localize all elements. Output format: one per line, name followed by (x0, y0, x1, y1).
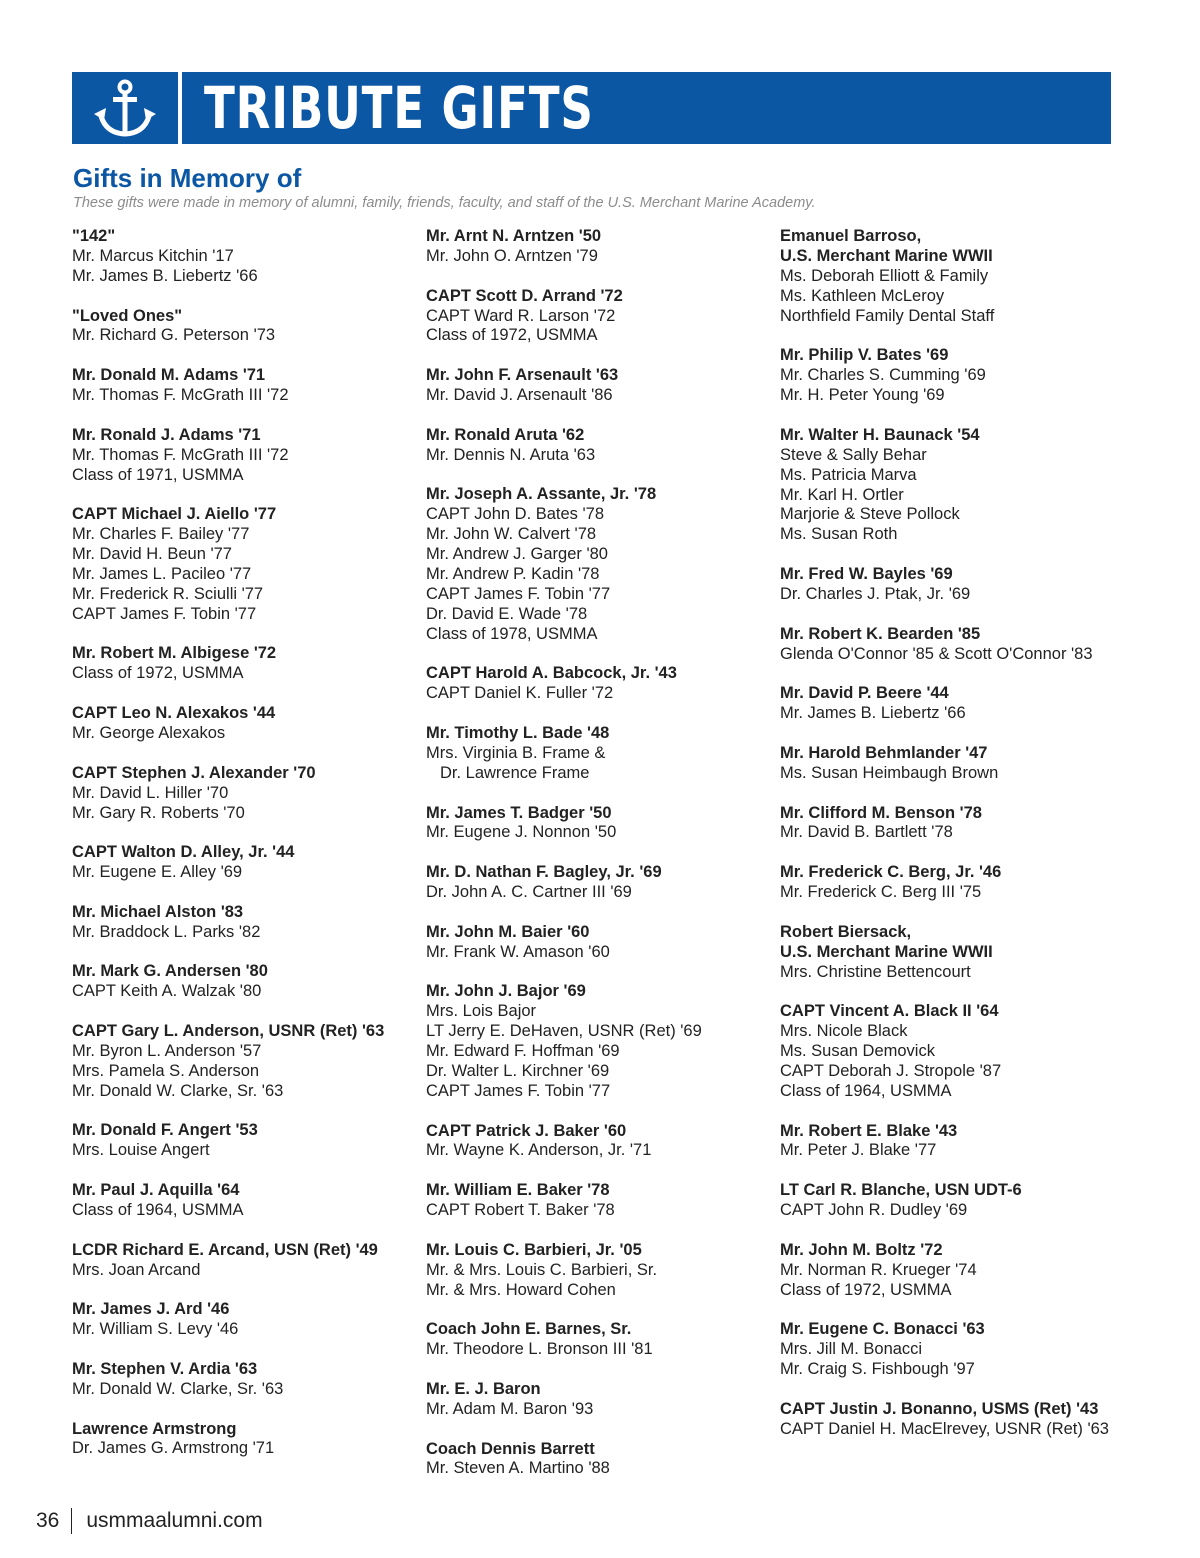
donor-name: Ms. Deborah Elliott & Family (780, 266, 989, 285)
honoree-name: LT Carl R. Blanche, USN UDT-6 (780, 1181, 1022, 1200)
donor-name: Mr. Donald W. Clarke, Sr. '63 (72, 1379, 284, 1398)
tribute-entry (780, 684, 1130, 724)
donor-name: CAPT James F. Tobin '77 (426, 584, 611, 603)
donor-name: Mr. Andrew J. Garger '80 (426, 545, 608, 564)
tribute-entry (780, 1320, 1130, 1380)
tribute-entry (72, 644, 422, 684)
donor-name: Mr. Andrew P. Kadin '78 (426, 564, 600, 583)
donor-name: Dr. David E. Wade '78 (426, 604, 588, 623)
honoree-name: Mr. Paul J. Aquilla '64 (72, 1181, 240, 1200)
tribute-entry (72, 505, 422, 624)
donor-name: Mr. Eugene J. Nonnon '50 (426, 823, 617, 842)
tribute-entry (72, 843, 422, 883)
honoree-name: Emanuel Barroso, (780, 227, 922, 245)
donor-name: Mr. Charles F. Bailey '77 (72, 525, 250, 544)
donor-name: Mrs. Christine Bettencourt (780, 962, 971, 981)
donor-name: CAPT Daniel H. MacElrevey, USNR (Ret) '63 (780, 1419, 1109, 1438)
donor-name: Mr. Edward F. Hoffman '69 (426, 1042, 620, 1061)
honoree-name: "142" (72, 227, 116, 245)
donor-name: Mr. David H. Beun '77 (72, 545, 232, 564)
donor-name: Mr. Thomas F. McGrath III '72 (72, 386, 289, 405)
donor-name: Glenda O'Connor '85 & Scott O'Connor '83 (780, 644, 1093, 663)
honoree-name: "Loved Ones" (72, 306, 183, 325)
tribute-entry (72, 1241, 422, 1281)
tribute-entry (72, 704, 422, 744)
section-subheading: These gifts were made in memory of alumni, family, friends, faculty, and staff of the U.S. Merchant Marine Academy. (73, 195, 816, 211)
banner-divider (178, 72, 182, 144)
donor-name: Ms. Susan Demovick (780, 1042, 935, 1061)
tribute-entry (72, 764, 422, 824)
donor-name: CAPT James F. Tobin '77 (72, 604, 257, 623)
donor-name: Mr. Theodore L. Bronson III '81 (426, 1340, 653, 1359)
donor-name: Mr. Donald W. Clarke, Sr. '63 (72, 1081, 284, 1100)
honoree-name: Mr. John M. Baier '60 (426, 922, 590, 941)
donor-name: Marjorie & Steve Pollock (780, 505, 960, 524)
honoree-name: CAPT Justin J. Bonanno, USMS (Ret) '43 (780, 1399, 1099, 1418)
donor-name: Mrs. Jill M. Bonacci (780, 1340, 923, 1359)
donor-name: Ms. Susan Roth (780, 525, 898, 544)
donor-name: Ms. Kathleen McLeroy (780, 286, 945, 305)
donor-name: CAPT Deborah J. Stropole '87 (780, 1061, 1002, 1080)
donor-name: Mr. Richard G. Peterson '73 (72, 326, 276, 345)
honoree-name: Mr. Donald F. Angert '53 (72, 1121, 258, 1140)
column-1 (72, 227, 422, 1479)
honoree-name: Mr. William E. Baker '78 (426, 1181, 610, 1200)
tribute-entry (72, 1300, 422, 1340)
honoree-name: Mr. John J. Bajor '69 (426, 982, 586, 1001)
honoree-name: U.S. Merchant Marine WWII (780, 246, 993, 265)
donor-name: Mrs. Joan Arcand (72, 1260, 201, 1279)
honoree-name: Mr. Eugene C. Bonacci '63 (780, 1320, 985, 1339)
honoree-name: Mr. Fred W. Bayles '69 (780, 565, 953, 584)
tribute-entry (72, 962, 422, 1002)
donor-name: CAPT John D. Bates '78 (426, 505, 605, 524)
honoree-name: Mr. Timothy L. Bade '48 (426, 724, 610, 742)
tribute-entry (426, 287, 776, 347)
tribute-entry (72, 227, 422, 287)
tribute-entry (72, 1360, 422, 1400)
donor-name: CAPT Keith A. Walzak '80 (72, 982, 262, 1001)
honoree-name: Mr. Frederick C. Berg, Jr. '46 (780, 863, 1002, 882)
donor-name: Ms. Susan Heimbaugh Brown (780, 763, 999, 782)
donor-name: Ms. Patricia Marva (780, 465, 917, 484)
footer-divider (71, 1508, 72, 1534)
donor-name: Mr. James L. Pacileo '77 (72, 564, 252, 583)
honoree-name: Mr. David P. Beere '44 (780, 684, 949, 703)
honoree-name: Mr. John F. Arsenault '63 (426, 366, 619, 385)
tribute-entry (72, 1181, 422, 1221)
donor-name: Class of 1964, USMMA (72, 1200, 244, 1219)
tribute-entry (426, 1181, 776, 1221)
donor-name: Mr. David J. Arsenault '86 (426, 386, 613, 405)
tribute-entry (426, 724, 776, 784)
donor-name: Mr. David B. Bartlett '78 (780, 823, 953, 842)
honoree-name: Mr. Michael Alston '83 (72, 902, 244, 921)
donor-name: CAPT Robert T. Baker '78 (426, 1201, 615, 1220)
tribute-entry (72, 1022, 422, 1102)
tribute-entry (426, 1440, 776, 1480)
donor-name: Mr. James B. Liebertz '66 (72, 266, 258, 285)
donor-name: Class of 1964, USMMA (780, 1081, 952, 1100)
tribute-entry (780, 923, 1130, 983)
tribute-entry (426, 1380, 776, 1420)
honoree-name: CAPT Harold A. Babcock, Jr. '43 (426, 664, 677, 683)
donor-name: Mr. Steven A. Martino '88 (426, 1459, 610, 1478)
tribute-entry (426, 1241, 776, 1301)
honoree-name: CAPT Stephen J. Alexander '70 (72, 763, 316, 782)
tribute-entry (72, 366, 422, 406)
honoree-name: CAPT Vincent A. Black II '64 (780, 1002, 999, 1021)
title-banner (72, 72, 1111, 144)
column-2 (426, 227, 776, 1499)
donor-name: Mrs. Lois Bajor (426, 1002, 537, 1021)
donor-name: LT Jerry E. DeHaven, USNR (Ret) '69 (426, 1022, 702, 1041)
honoree-name: Mr. James J. Ard '46 (72, 1300, 230, 1319)
honoree-name: Mr. Stephen V. Ardia '63 (72, 1359, 258, 1378)
tribute-entry (780, 1181, 1130, 1221)
honoree-name: LCDR Richard E. Arcand, USN (Ret) '49 (72, 1240, 378, 1259)
honoree-name: CAPT Walton D. Alley, Jr. '44 (72, 843, 295, 862)
donor-name: Mr. John O. Arntzen '79 (426, 246, 598, 265)
donor-name: Steve & Sally Behar (780, 445, 927, 464)
tribute-entry (780, 426, 1130, 545)
tribute-entry (780, 863, 1130, 903)
donor-name: Mr. Marcus Kitchin '17 (72, 246, 234, 265)
tribute-entry (426, 227, 776, 267)
tribute-entry (780, 346, 1130, 406)
tribute-entry (780, 1002, 1130, 1102)
donor-name: Mr. Karl H. Ortler (780, 485, 904, 504)
honoree-name: Mr. Louis C. Barbieri, Jr. '05 (426, 1240, 642, 1259)
donor-name: Mr. Gary R. Roberts '70 (72, 803, 245, 822)
donor-name: CAPT James F. Tobin '77 (426, 1081, 611, 1100)
honoree-name: Mr. Ronald J. Adams '71 (72, 425, 261, 444)
donor-name: Mrs. Nicole Black (780, 1022, 908, 1041)
tribute-entry (780, 744, 1130, 784)
honoree-name: CAPT Michael J. Aiello '77 (72, 505, 277, 524)
tribute-entry (72, 307, 422, 347)
honoree-name: Lawrence Armstrong (72, 1419, 237, 1438)
tribute-entry (426, 485, 776, 644)
honoree-name: Mr. Robert K. Bearden '85 (780, 624, 981, 643)
donor-name: CAPT Ward R. Larson '72 (426, 306, 616, 325)
honoree-name: Mr. Ronald Aruta '62 (426, 425, 585, 444)
honoree-name: Mr. D. Nathan F. Bagley, Jr. '69 (426, 863, 662, 882)
donor-name: Mrs. Virginia B. Frame & (426, 743, 606, 762)
donor-name: Mr. Peter J. Blake '77 (780, 1141, 937, 1160)
tribute-entry (72, 426, 422, 486)
tribute-entry (780, 227, 1130, 327)
honoree-name: Mr. Robert M. Albigese '72 (72, 644, 277, 663)
tribute-entry (426, 366, 776, 406)
donor-name: Mrs. Pamela S. Anderson (72, 1061, 260, 1080)
page-footer (36, 1506, 263, 1536)
donor-name: Dr. John A. C. Cartner III '69 (426, 883, 632, 902)
donor-name: Dr. Walter L. Kirchner '69 (426, 1061, 610, 1080)
donor-name: Mr. John W. Calvert '78 (426, 525, 597, 544)
donor-name: Dr. Charles J. Ptak, Jr. '69 (780, 584, 971, 603)
anchor-icon (72, 72, 178, 144)
tribute-entry (426, 923, 776, 963)
donor-name: Mr. Thomas F. McGrath III '72 (72, 445, 289, 464)
donor-name: Class of 1972, USMMA (72, 664, 244, 683)
honoree-name: Mr. John M. Boltz '72 (780, 1240, 943, 1259)
donor-name: Mr. Dennis N. Aruta '63 (426, 445, 596, 464)
donor-name: Mr. H. Peter Young '69 (780, 386, 945, 405)
honoree-name: Coach Dennis Barrett (426, 1439, 595, 1458)
donor-name: Class of 1978, USMMA (426, 624, 598, 643)
honoree-name: CAPT Leo N. Alexakos '44 (72, 704, 276, 723)
donor-name: Mr. Charles S. Cumming '69 (780, 366, 986, 385)
donor-name: Mr. Byron L. Anderson '57 (72, 1041, 262, 1060)
donor-name: Mr. George Alexakos (72, 724, 226, 742)
tribute-entry (426, 1122, 776, 1162)
tribute-entry (426, 863, 776, 903)
donor-name: Mr. & Mrs. Louis C. Barbieri, Sr. (426, 1260, 658, 1279)
honoree-name: Mr. E. J. Baron (426, 1379, 541, 1398)
tribute-entry (780, 565, 1130, 605)
honoree-name: Mr. Philip V. Bates '69 (780, 346, 949, 365)
tribute-entry (780, 804, 1130, 844)
tribute-entry (72, 903, 422, 943)
tribute-entry (780, 1241, 1130, 1301)
donor-name: Mr. Adam M. Baron '93 (426, 1399, 594, 1418)
honoree-name: Mr. Donald M. Adams '71 (72, 366, 266, 385)
honoree-name: CAPT Patrick J. Baker '60 (426, 1121, 627, 1140)
footer-website: usmmaalumni.com (86, 1509, 263, 1532)
donor-name: CAPT Daniel K. Fuller '72 (426, 684, 614, 703)
honoree-name: Coach John E. Barnes, Sr. (426, 1320, 632, 1339)
tribute-entry (426, 426, 776, 466)
donor-name: Mr. Wayne K. Anderson, Jr. '71 (426, 1141, 652, 1160)
tribute-entry (426, 664, 776, 704)
donor-name: Mr. David L. Hiller '70 (72, 783, 229, 802)
donor-name: Mr. James B. Liebertz '66 (780, 704, 966, 723)
donor-name: Mr. Frederick R. Sciulli '77 (72, 584, 264, 603)
banner-title: TRIBUTE GIFTS (204, 74, 594, 142)
honoree-name: Mr. Walter H. Baunack '54 (780, 425, 980, 444)
donor-name: Class of 1971, USMMA (72, 465, 244, 484)
honoree-name: Mr. Robert E. Blake '43 (780, 1121, 958, 1140)
donor-name: CAPT John R. Dudley '69 (780, 1201, 968, 1220)
donor-name: Mr. Braddock L. Parks '82 (72, 922, 261, 941)
donor-name: Mr. Frank W. Amason '60 (426, 942, 610, 961)
honoree-name: CAPT Gary L. Anderson, USNR (Ret) '63 (72, 1022, 385, 1041)
donor-name: Class of 1972, USMMA (780, 1280, 952, 1299)
donor-name: Mr. Craig S. Fishbough '97 (780, 1360, 975, 1379)
tribute-entry (780, 1122, 1130, 1162)
honoree-name: Mr. Clifford M. Benson '78 (780, 803, 982, 822)
honoree-name: Mr. Mark G. Andersen '80 (72, 962, 268, 981)
tribute-entry (426, 804, 776, 844)
donor-name: Northfield Family Dental Staff (780, 306, 995, 325)
donor-name: Mr. Frederick C. Berg III '75 (780, 883, 982, 902)
tribute-entry (72, 1121, 422, 1161)
column-3 (780, 227, 1130, 1459)
page-number: 36 (36, 1509, 60, 1532)
honoree-name: U.S. Merchant Marine WWII (780, 942, 993, 961)
tribute-entry (426, 982, 776, 1101)
honoree-name: Mr. Harold Behmlander '47 (780, 743, 988, 762)
donor-name: Mr. Eugene E. Alley '69 (72, 863, 243, 882)
honoree-name: Mr. James T. Badger '50 (426, 803, 612, 822)
section-heading: Gifts in Memory of (73, 163, 302, 193)
donor-name: Mr. & Mrs. Howard Cohen (426, 1280, 616, 1299)
donor-name: Dr. James G. Armstrong '71 (72, 1439, 275, 1458)
donor-name: Class of 1972, USMMA (426, 326, 598, 345)
donor-name: Dr. Lawrence Frame (440, 763, 590, 782)
donor-name: Mr. William S. Levy '46 (72, 1320, 239, 1339)
honoree-name: Mr. Joseph A. Assante, Jr. '78 (426, 485, 657, 504)
tribute-entry (72, 1420, 422, 1460)
tribute-entry (426, 1320, 776, 1360)
honoree-name: Mr. Arnt N. Arntzen '50 (426, 227, 602, 245)
donor-name: Mr. Norman R. Krueger '74 (780, 1260, 977, 1279)
honoree-name: Robert Biersack, (780, 922, 912, 941)
tribute-entry (780, 1400, 1130, 1440)
donor-name: Mrs. Louise Angert (72, 1141, 210, 1160)
tribute-entry (780, 625, 1130, 665)
honoree-name: CAPT Scott D. Arrand '72 (426, 286, 623, 305)
